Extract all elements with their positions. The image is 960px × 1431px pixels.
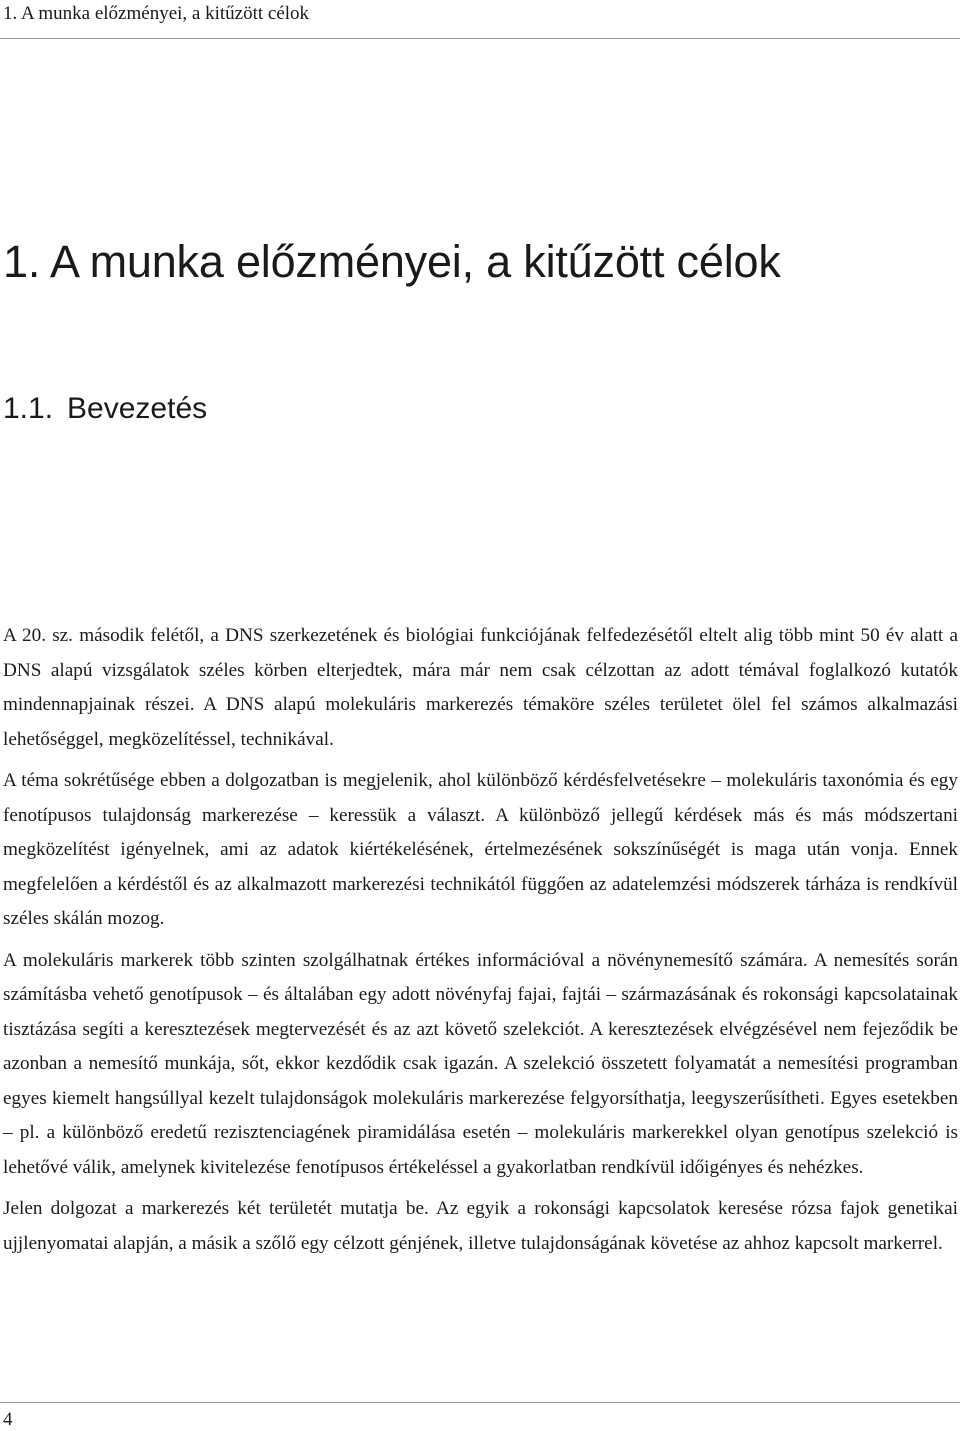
paragraph-1: A 20. sz. második felétől, a DNS szerkezetének és biológiai funkciójának felfedezésétől eltelt alig több mint 50 év alatt a DNS alapú vizsgálatok széles körben elterjedtek, mára már nem csak célzottan az adott témával foglalkozó kutatók mindennapjainak részei. A DNS alapú molekuláris markerezés témaköre széles területet ölel fel számos alkalmazási lehetőséggel, megközelítéssel, technikával. <box>3 625 958 750</box>
section-title <box>3 389 207 429</box>
paragraph-3: A molekuláris markerek több szinten szolgálhatnak értékes információval a növénynemesítő számára. A nemesítés során számításba vehető genotípusok – és általában egy adott növényfaj fajai, fajtái – származásának és rokonsági kapcsolatainak tisztázása segíti a keresztezések megtervezését és az azt követő szelekciót. A keresztezések elvégzésével nem fejeződik be azonban a nemesítő munkája, sőt, ekkor kezdődik csak igazán. A szelekció összetett folyamatát a nemesítési programban egyes kiemelt hangsúllyal kezelt tulajdonságok molekuláris markerezése felgyorsíthatja, leegyszerűsítheti. Egyes esetekben – pl. a különböző eredetű rezisztenciagének piramidálása esetén – molekuláris markerekkel olyan genotípus szelekció is lehetővé válik, amelynek kivitelezése fenotípusos értékeléssel a gyakorlatban rendkívül időigényes és nehézkes. <box>3 949 958 1178</box>
header-rule <box>0 38 960 39</box>
section-number: 1.1. <box>3 392 54 425</box>
page-number: 4 <box>3 1409 13 1430</box>
footer-rule <box>0 1402 960 1403</box>
paragraph-2: A téma sokrétűsége ebben a dolgozatban is megjelenik, ahol különböző kérdésfelvetésekre – molekuláris taxonómia és egy fenotípusos tulajdonság markerezése – keressük a választ. A különböző jellegű kérdések más és más módszertani megközelítést igényelnek, ami az adatok kiértékelésének, értelmezésének sokszínűségét is maga után vonja. Ennek megfelelően a kérdéstől és az alkalmazott markerezési technikától függően az adatelemzési módszerek tárháza is rendkívül széles skálán mozog. <box>3 770 958 929</box>
running-header: 1. A munka előzményei, a kitűzött célok <box>3 3 310 24</box>
paragraph-4: Jelen dolgozat a markerezés két területét mutatja be. Az egyik a rokonsági kapcsolatok keresése rózsa fajok genetikai ujjlenyomatai alapján, a másik a szőlő egy célzott génjének, illetve tulajdonságának követése az ahhoz kapcsolt markerrel. <box>3 1198 958 1254</box>
body-text <box>3 619 958 1268</box>
chapter-title: 1. A munka előzményei, a kitűzött célok <box>3 236 781 287</box>
section-title-text: Bevezetés <box>67 392 208 425</box>
